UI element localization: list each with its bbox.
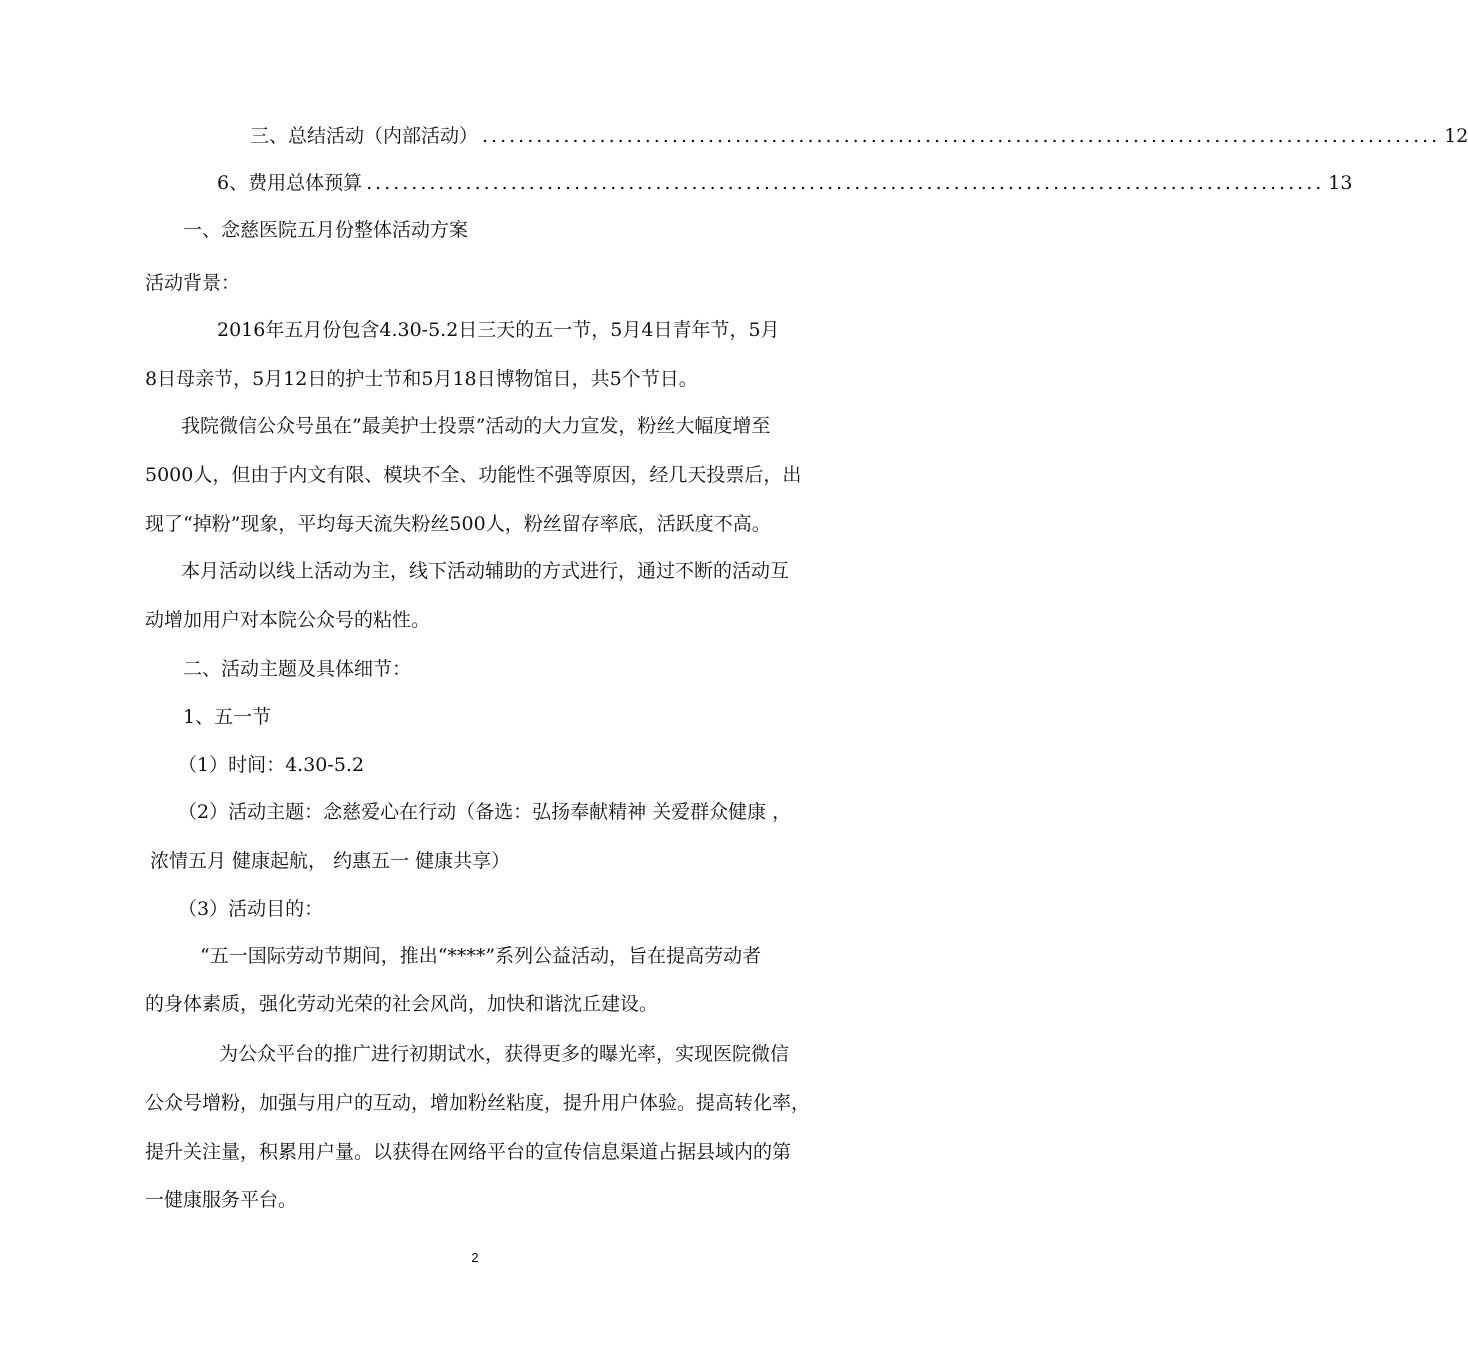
paragraph-line: 公众号增粉，加强与用户的互动，增加粉丝粘度，提升用户体验。提高转化率， xyxy=(145,1092,811,1114)
toc-entry-summary[interactable] xyxy=(250,124,1468,148)
paragraph-line: “五一国际劳动节期间，推出“****”系列公益活动，旨在提高劳动者 xyxy=(200,945,762,967)
paragraph-line: 动增加用户对本院公众号的粘性。 xyxy=(145,609,431,631)
toc-entry-budget[interactable] xyxy=(217,171,1353,195)
time-line: （1）时间：4.30-5.2 xyxy=(178,754,365,776)
paragraph-line: 一健康服务平台。 xyxy=(145,1189,298,1211)
section-heading: 一、念慈医院五月份整体活动方案 xyxy=(183,219,469,241)
theme-line: （2）活动主题：念慈爱心在行动（备选：弘扬奉献精神 关爱群众健康 ， xyxy=(178,801,792,823)
page-number: 2 xyxy=(471,1250,479,1265)
item-heading: 1、五一节 xyxy=(183,706,272,728)
paragraph-line: 为公众平台的推广进行初期试水，获得更多的曝光率，实现医院微信 xyxy=(219,1043,790,1065)
toc-label: 三、总结活动（内部活动） xyxy=(250,125,479,147)
toc-leader-dots: .......................................................................................................... xyxy=(482,125,1441,147)
toc-leader-dots: .......................................................................................................... xyxy=(366,172,1325,194)
section-heading: 二、活动主题及具体细节： xyxy=(183,658,412,680)
paragraph-line: 现了“掉粉”现象，平均每天流失粉丝500人，粉丝留存率底，活跃度不高。 xyxy=(145,513,771,535)
paragraph-line: 的身体素质，强化劳动光荣的社会风尚，加快和谐沈丘建设。 xyxy=(145,993,659,1015)
background-label: 活动背景： xyxy=(145,272,241,294)
paragraph-line: 5000人，但由于内文有限、模块不全、功能性不强等原因，经几天投票后，出 xyxy=(145,464,802,486)
toc-label: 6、费用总体预算 xyxy=(217,172,363,194)
purpose-heading: （3）活动目的： xyxy=(178,898,324,920)
toc-page-number: 12 xyxy=(1444,125,1468,147)
paragraph-line: 8日母亲节，5月12日的护士节和5月18日博物馆日，共5个节日。 xyxy=(145,368,698,390)
paragraph-line: 2016年五月份包含4.30-5.2日三天的五一节，5月4日青年节，5月 xyxy=(217,319,780,341)
paragraph-line: 我院微信公众号虽在”最美护士投票”活动的大力宣发，粉丝大幅度增至 xyxy=(181,415,771,437)
toc-page-number: 13 xyxy=(1328,172,1353,194)
paragraph-line: 提升关注量，积累用户量。以获得在网络平台的宣传信息渠道占据县域内的第 xyxy=(145,1141,792,1163)
paragraph-line: 本月活动以线上活动为主，线下活动辅助的方式进行，通过不断的活动互 xyxy=(181,560,790,582)
theme-line: 浓情五月 健康起航， 约惠五一 健康共享） xyxy=(150,850,511,872)
